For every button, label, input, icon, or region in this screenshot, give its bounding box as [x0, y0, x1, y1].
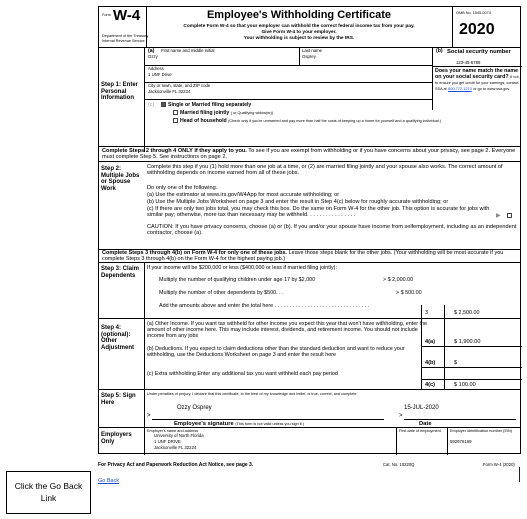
step2-caution: CAUTION: If you have privacy concerns, choose (a) or (b). If you and/or your spouse have income from selfemployment, including as an independent contractor, choose (a).: [147, 224, 517, 237]
subtitle-2: Give Form W-4 to your employer.: [261, 30, 337, 35]
step2-intro: Complete this step if you (1) hold more than one job at a time, or (2) are married filing jointly and your spouse also works. The correct amount of withholding depends on income earned from all of these jobs.: [147, 164, 503, 177]
step3-intro-bold: Complete Steps 3 through 4(b) on Form W-4 for only one of these jobs.: [102, 250, 288, 256]
step2-section: [99, 162, 520, 250]
subtitle-3: Your withholding is subject to review by the IRS.: [243, 36, 355, 41]
step1-section: [99, 48, 520, 152]
irs-text: Internal Revenue Service: [102, 39, 145, 43]
text-cursor: [519, 467, 520, 482]
form-title: Employee's Withholding Certificate: [206, 9, 392, 21]
step2-opt-a: (a) Use the estimator at www.irs.gov/W4App for most accurate withholding; or: [147, 192, 340, 198]
last-name-field[interactable]: Osprey: [302, 54, 316, 59]
line4b-number: 4(b): [425, 360, 436, 366]
step5-section: [99, 390, 520, 428]
step1-label: Step 1: Enter Personal Information: [101, 82, 139, 102]
step3-section: [99, 263, 520, 319]
city-label: City or town, state, and ZIP code: [148, 83, 211, 88]
hoh-checkbox[interactable]: [173, 118, 178, 123]
signature-caption: Employee's signature: [174, 421, 234, 427]
step4c-text: (c) Extra withholding Enter any additional tax you want withheld each pay period: [147, 371, 338, 377]
step2-opt-c: (c) If there are only two jobs total, you may check this box. Do the same on Form W-4 for the other job. This option is accurate for jobs with similar pay; otherwise, more tax than necessary may be withheld. . . . . . . . . . . . . . . .: [147, 206, 490, 219]
step2-label: Step 2: Multiple Jobs or Spouse Work: [101, 166, 140, 192]
first-name-field[interactable]: Ozzy: [148, 54, 158, 59]
line4a-number: 4(a): [425, 339, 435, 345]
signature-field[interactable]: Ozzy Osprey: [177, 405, 212, 411]
perjury-statement: Under penalties of perjury, I declare that this certificate, to the best of my knowledge and belief, is true, correct, and complete.: [147, 392, 358, 396]
status-joint[interactable]: [173, 110, 273, 117]
employer-name-line2[interactable]: 1 UNF DRIVE: [154, 439, 181, 444]
ein-field[interactable]: 592976169: [450, 439, 472, 444]
status-single-label: Single or Married filing separately: [168, 101, 252, 108]
status-hoh-note: (Check only if you're unmarried and pay more than half the costs of keeping up a home for yourself and a qualifying individual.): [228, 118, 441, 123]
tag-b: (b): [436, 48, 443, 54]
instructions-rest: To see if you are exempt from withholding or if you have concerns about your privacy, see page 2. Everyone must complete Step 5. See instructions on page 2.: [102, 148, 516, 161]
subtitle-1: Complete Form W-4 so that your employer can withhold the correct federal income tax from your pay.: [183, 24, 415, 29]
instructions-bold: Complete Steps 2 through 4 ONLY if they apply to you.: [102, 148, 247, 154]
step3-intro-rest: Leave those steps blank for the other jobs. (Your withholding will be most accurate if you complete Steps 3 through 4(b) on the Form W-4 for the highest paying job.): [102, 250, 504, 263]
first-name-label: First name and middle initial: [161, 48, 215, 53]
step2-do-one: Do only one of the following.: [147, 185, 218, 191]
go-back-link[interactable]: Go Back: [98, 478, 120, 484]
step2-opt-b: (b) Use the Multiple Jobs Worksheet on page 3 and enter the result in Step 4(c) below for roughly accurate withholding; or: [147, 199, 449, 205]
employer-name-line3[interactable]: Jacksonville FL 32224: [154, 445, 197, 450]
other-dependents-line: Multiply the number of other dependents by $500. . .: [159, 290, 284, 296]
dept-text: Department of the Treasury: [102, 34, 149, 38]
employers-section: [99, 428, 520, 455]
form-number: W-4: [113, 7, 141, 24]
form-footer-id: Form W-4 (2020): [483, 462, 515, 467]
address-field[interactable]: 1 UNF Drive: [148, 72, 172, 77]
name-match-title: Does your name match the name on your social security card?: [435, 68, 519, 81]
step4b-text: (b) Deductions. If you expect to claim deductions other than the standard deduction and want to reduce your withholding, use the Deductions Worksheet on page 3 and enter the result here: [147, 346, 405, 359]
step4-section: [99, 319, 520, 390]
other-dependents-amount[interactable]: > $ 500.00: [396, 290, 422, 296]
date-arrow: >: [399, 413, 403, 419]
date-field[interactable]: 15-JUL-2020: [404, 405, 439, 411]
signature-note: (This form is not valid unless you sign it.): [235, 422, 304, 426]
signature-caption-row: [174, 421, 304, 428]
address-label: Address: [148, 66, 164, 71]
total-line: Add the amounts above and enter the total here . . . . . . . . . . . . . . . . . . . . . . . . . . . . . . . .: [159, 303, 370, 309]
children-line: Multiply the number of qualifying children under age 17 by $2,000: [159, 277, 316, 283]
line3-number: 3: [425, 310, 428, 316]
ssn-field[interactable]: 123-45-6789: [456, 60, 481, 65]
status-hoh[interactable]: [173, 118, 513, 125]
privacy-notice: For Privacy Act and Paperwork Reduction Act Notice, see page 3.: [98, 462, 254, 468]
step4c-amount[interactable]: $ 100.00: [454, 382, 476, 388]
children-amount[interactable]: > $ 2,000.00: [383, 277, 414, 283]
status-joint-label: Married filing jointly: [180, 109, 230, 116]
line4c-number: 4(c): [425, 382, 435, 388]
step3-label: Step 3: Claim Dependents: [101, 266, 140, 279]
name-match-text: If not, to ensure you get credit for your earnings, contact SSA at: [435, 75, 520, 92]
form-header: [99, 7, 520, 48]
sig-arrow: >: [147, 413, 151, 419]
last-name-label: Last name: [302, 48, 323, 53]
city-field[interactable]: Jacksonville FL 32224: [148, 89, 191, 94]
step3-total-amount[interactable]: $ 2,500.00: [454, 310, 480, 316]
status-single[interactable]: [161, 102, 251, 109]
step4b-amount[interactable]: $: [454, 360, 458, 366]
single-checkbox[interactable]: [161, 102, 166, 107]
step5-label: Step 5: Sign Here: [101, 393, 136, 406]
employer-name-line1[interactable]: University of North Florida: [154, 433, 204, 438]
step3-income-line: If your income will be $200,000 or less ($400,000 or less if married filing jointly):: [147, 265, 337, 271]
arrow-icon: ▶: [496, 213, 501, 219]
status-hoh-label: Head of household: [180, 117, 227, 124]
name-match-tail: or go to www.ssa.gov.: [473, 87, 511, 92]
ssa-note: [435, 68, 521, 92]
two-jobs-checkbox[interactable]: [507, 213, 514, 220]
joint-checkbox[interactable]: [173, 110, 178, 115]
form-word: Form: [102, 13, 111, 17]
date-caption: Date: [419, 421, 432, 427]
instructions-band: [99, 146, 520, 162]
employers-label: Employers Only: [101, 432, 132, 445]
ssn-label: Social security number: [447, 49, 511, 55]
step4a-text: (a) Other Income. If you want tax withheld for other income you expect this year that won't have withholding, enter the amount of other income here. This may include interest, dividends, and retirement income. You should not include income from any jobs: [147, 321, 427, 340]
step4a-amount[interactable]: $ 1,900.00: [454, 339, 481, 345]
w4-form: [98, 6, 521, 454]
tax-year: 2020: [459, 21, 495, 38]
ssa-phone-link[interactable]: 800-772-1213: [448, 87, 472, 92]
status-joint-note: ( or Qualifying widow(er)): [230, 110, 274, 115]
step4-label: Step 4: (optional): Other Adjustment: [101, 325, 134, 351]
cat-number: Cat. No. 10220Q: [383, 462, 415, 467]
first-date-label: First date of employment: [399, 429, 441, 433]
employer-name-label: Employer's name and address: [147, 429, 199, 433]
tag-a: (a): [148, 48, 155, 54]
tooltip-box: Click the Go Back Link: [6, 471, 91, 514]
step3-intro-band: [99, 249, 520, 263]
tag-c: (c): [148, 102, 155, 108]
ein-label: Employer identification number (EIN): [450, 429, 513, 433]
omb-number: OMB No. 1545-0074: [456, 11, 491, 15]
